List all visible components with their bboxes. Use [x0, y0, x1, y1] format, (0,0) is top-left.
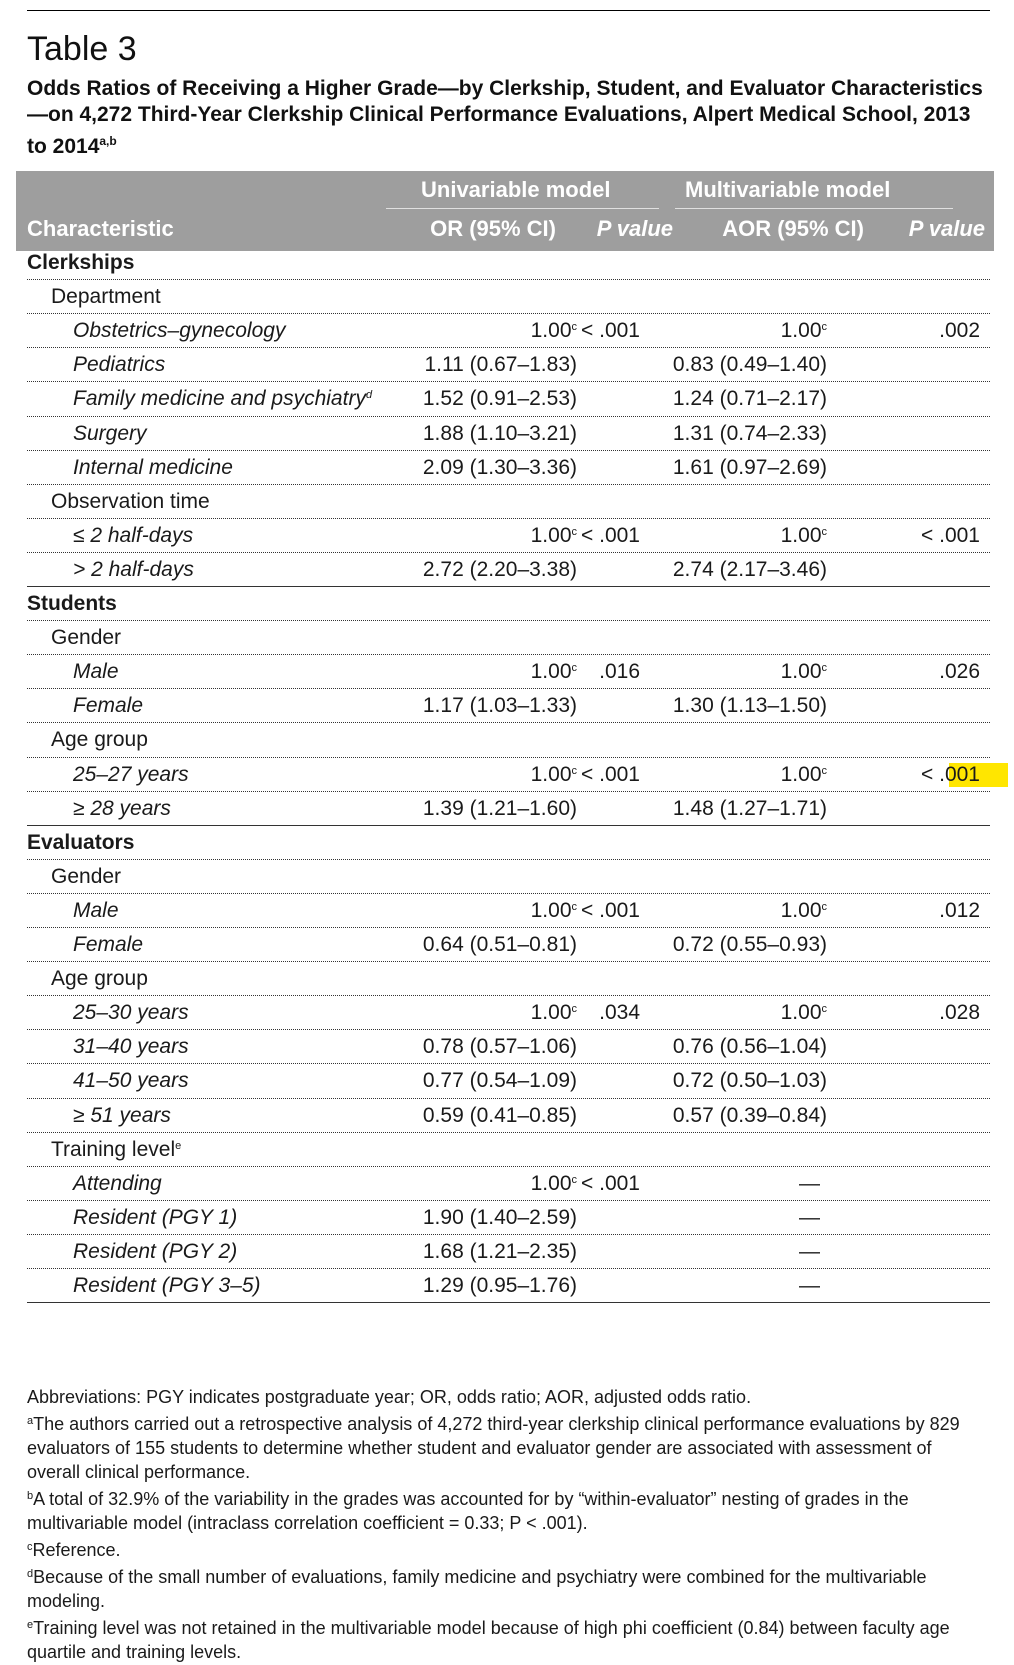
footnote-mark: a	[27, 1415, 34, 1427]
or-cell-sup: c	[571, 764, 577, 777]
or-cell: 1.52 (0.91–2.53)	[422, 387, 577, 411]
adjusted-p-value-cell: < .001	[921, 763, 1008, 787]
footnote-text: Training level was not retained in the multivariable model because of high phi coefficient (0.84) between faculty age quartile and training levels.	[27, 1618, 950, 1662]
or-cell: 1.17 (1.03–1.33)	[422, 694, 577, 718]
aor-cell: 1.31 (0.74–2.33)	[672, 421, 827, 445]
header-multivariable: Multivariable model	[685, 177, 891, 202]
adjusted-p-value-cell: .028	[939, 1001, 980, 1025]
adjusted-p-value-cell: .002	[939, 319, 980, 343]
header-univariable-rule	[386, 208, 659, 209]
row-label: Clerkships	[27, 251, 135, 274]
or-cell-sup: c	[571, 900, 577, 913]
table-row	[27, 279, 990, 315]
table-row	[27, 995, 990, 1031]
or-cell: 1.68 (1.21–2.35)	[422, 1239, 577, 1263]
aor-cell: 1.30 (1.13–1.50)	[672, 694, 827, 718]
table-row	[27, 1132, 990, 1168]
header-p-value-1	[597, 216, 673, 242]
table-row	[27, 416, 990, 452]
or-cell: 1.90 (1.40–2.59)	[422, 1205, 577, 1229]
footnote-mark: e	[27, 1619, 34, 1631]
footnote-text: A total of 32.9% of the variability in the grades was accounted for by “within-evaluator” nesting of grades in the multivariable model (intraclass correlation coefficient = 0.33; P < .001).	[27, 1489, 909, 1533]
p-value-cell: < .001	[581, 762, 640, 786]
p-value-cell: .016	[599, 660, 640, 684]
row-label: ≥ 51 years	[73, 1103, 171, 1127]
p-value-cell: .034	[599, 1001, 640, 1025]
or-cell: 1.29 (0.95–1.76)	[422, 1274, 577, 1297]
row-label: Internal medicine	[73, 455, 233, 479]
row-label: Female	[73, 694, 144, 718]
aor-cell: —	[799, 1171, 820, 1195]
or-cell-sup: c	[571, 525, 577, 538]
aor-cell: 1.48 (1.27–1.71)	[672, 796, 827, 820]
row-label: Family medicine and psychiatry$^d$	[73, 387, 373, 411]
row-label: Attending	[73, 1171, 162, 1195]
row-label: ≤ 2 half-days	[73, 523, 194, 547]
row-label: Students	[27, 592, 117, 615]
row-label: Obstetrics–gynecology	[73, 319, 286, 343]
aor-cell: —	[799, 1274, 820, 1297]
row-label: Resident (PGY 2)	[73, 1239, 238, 1263]
row-label: Resident (PGY 3–5)	[73, 1274, 261, 1297]
footnote	[27, 1613, 987, 1664]
aor-cell-sup: c	[821, 900, 827, 913]
row-label: ≥ 28 years	[73, 796, 171, 820]
row-label: 41–50 years	[73, 1069, 189, 1093]
aor-cell: 0.72 (0.55–0.93)	[672, 933, 827, 956]
row-label: 25–30 years	[73, 1001, 189, 1025]
row-label: Observation time	[51, 489, 210, 513]
footnotes	[27, 1385, 987, 1664]
table-row	[27, 381, 990, 417]
row-label: Male	[73, 660, 119, 684]
header-characteristic: Characteristic	[27, 216, 174, 241]
table-label: Table 3	[27, 30, 137, 68]
table-row	[27, 313, 990, 349]
header-p-value-2-text: P value	[908, 216, 985, 241]
table-row	[27, 1063, 990, 1099]
table-row	[27, 1200, 990, 1236]
aor-cell-sup: c	[821, 662, 827, 675]
footnote-text: The authors carried out a retrospective analysis of 4,272 third-year clerkship clinical performance evaluations by 829 evaluators of 155 students to determine whether student and evaluator gender are associated with assessment of overall clinical performance.	[27, 1414, 960, 1482]
table-row	[27, 654, 990, 690]
or-cell: 1.00$^c$	[530, 1001, 577, 1025]
aor-cell: 1.00$^c$	[780, 660, 827, 684]
table-row	[27, 1268, 990, 1304]
table-row	[27, 518, 990, 554]
aor-cell: —	[799, 1239, 820, 1263]
row-label: Gender	[51, 626, 122, 650]
header-univariable: Univariable model	[421, 177, 611, 202]
aor-cell: 0.83 (0.49–1.40)	[672, 353, 827, 377]
footnote-mark: c	[27, 1541, 33, 1553]
table-header	[16, 171, 994, 251]
footnote	[27, 1562, 987, 1613]
aor-cell: 0.57 (0.39–0.84)	[672, 1103, 827, 1127]
or-cell: 0.64 (0.51–0.81)	[422, 933, 577, 956]
header-or: OR (95% CI)	[430, 216, 556, 241]
row-label: Resident (PGY 1)	[73, 1205, 238, 1229]
table-row	[27, 586, 990, 622]
aor-cell: 0.72 (0.50–1.03)	[672, 1069, 827, 1093]
table-row	[27, 1098, 990, 1134]
table-row	[27, 859, 990, 895]
aor-cell-sup: c	[821, 525, 827, 538]
table-row	[27, 722, 990, 758]
row-label: Department	[51, 285, 161, 309]
row-label: Age group	[51, 967, 148, 991]
or-cell-sup: c	[571, 1003, 577, 1016]
adjusted-p-value-cell: .012	[939, 898, 980, 922]
or-cell: 1.39 (1.21–1.60)	[422, 796, 577, 820]
or-cell: 0.77 (0.54–1.09)	[422, 1069, 577, 1093]
or-cell: 1.00$^c$	[530, 523, 577, 547]
row-label-sup: d	[365, 389, 373, 402]
row-label: > 2 half-days	[73, 557, 194, 581]
row-label-sup: e	[175, 1139, 182, 1152]
aor-cell: 1.00$^c$	[780, 762, 827, 786]
or-cell: 2.09 (1.30–3.36)	[422, 455, 577, 479]
or-cell-sup: c	[571, 1173, 577, 1186]
table-row	[27, 757, 990, 793]
row-label: Female	[73, 933, 144, 956]
or-cell: 0.78 (0.57–1.06)	[422, 1035, 577, 1059]
header-p-value-2	[909, 216, 985, 242]
row-label: 25–27 years	[73, 762, 189, 786]
table-row	[27, 927, 990, 963]
top-rule	[27, 10, 990, 11]
header-p-value-1-text: P value	[596, 216, 673, 241]
table-row	[27, 961, 990, 997]
table-title	[27, 76, 987, 160]
row-label: Evaluators	[27, 830, 135, 854]
table-row	[27, 825, 990, 861]
or-cell: 1.00$^c$	[530, 762, 577, 786]
or-cell: 1.00$^c$	[530, 660, 577, 684]
table-row	[27, 484, 990, 520]
or-cell-sup: c	[571, 321, 577, 334]
table-row	[27, 1166, 990, 1202]
footnote	[27, 1484, 987, 1535]
footnote	[27, 1535, 987, 1562]
or-cell: 1.11 (0.67–1.83)	[424, 353, 577, 377]
or-cell: 1.00$^c$	[530, 898, 577, 922]
row-label: 31–40 years	[73, 1035, 189, 1059]
row-label: Gender	[51, 864, 122, 888]
table-title-text: Odds Ratios of Receiving a Higher Grade—by Clerkship, Student, and Evaluator Characteristics—on 4,272 Third-Year Clerkship Clinical Performance Evaluations, Alpert Medical School, 2013 to 2014	[27, 77, 983, 158]
aor-cell: 1.00$^c$	[780, 523, 827, 547]
footnote-mark: b	[27, 1490, 34, 1502]
p-value-cell: < .001	[581, 1171, 640, 1195]
aor-cell: 1.24 (0.71–2.17)	[672, 387, 827, 411]
aor-cell: —	[799, 1205, 820, 1229]
table-title-sup: a,b	[99, 134, 117, 148]
or-cell-sup: c	[571, 662, 577, 675]
table-row	[27, 1234, 990, 1270]
table-row	[27, 552, 990, 588]
row-label: Training level$^e$	[51, 1137, 182, 1161]
footnote-text: Because of the small number of evaluations, family medicine and psychiatry were combined for the multivariable modeling.	[27, 1567, 927, 1611]
table-row	[27, 347, 990, 383]
table-row	[27, 620, 990, 656]
p-value-cell: < .001	[581, 319, 640, 343]
aor-cell: 1.00$^c$	[780, 898, 827, 922]
footnote	[27, 1409, 987, 1484]
table-row	[27, 688, 990, 724]
p-value-cell: < .001	[581, 898, 640, 922]
or-cell: 2.72 (2.20–3.38)	[422, 557, 577, 581]
header-multivariable-rule	[675, 208, 953, 209]
row-label: Male	[73, 898, 119, 922]
aor-cell-sup: c	[821, 764, 827, 777]
row-label: Surgery	[73, 421, 147, 445]
or-cell: 0.59 (0.41–0.85)	[422, 1103, 577, 1127]
footnote	[27, 1385, 987, 1409]
table-row	[27, 450, 990, 486]
footnote-text: Abbreviations: PGY indicates postgraduate year; OR, odds ratio; AOR, adjusted odds ratio.	[27, 1387, 752, 1407]
aor-cell-sup: c	[821, 321, 827, 334]
row-label: Pediatrics	[73, 353, 166, 377]
aor-cell-sup: c	[821, 1003, 827, 1016]
aor-cell: 0.76 (0.56–1.04)	[672, 1035, 827, 1059]
or-cell: 1.00$^c$	[530, 319, 577, 343]
adjusted-p-value-cell: .026	[939, 660, 980, 684]
or-cell: 1.00$^c$	[530, 1171, 577, 1195]
table-row	[27, 791, 990, 827]
table-row	[27, 893, 990, 929]
aor-cell: 1.00$^c$	[780, 1001, 827, 1025]
p-value-cell: < .001	[581, 523, 640, 547]
row-label: Age group	[51, 728, 148, 752]
aor-cell: 1.00$^c$	[780, 319, 827, 343]
table-row	[27, 245, 990, 281]
footnote-text: Reference.	[32, 1540, 121, 1560]
aor-cell: 2.74 (2.17–3.46)	[672, 557, 827, 581]
adjusted-p-value-cell: < .001	[921, 523, 980, 547]
aor-cell: 1.61 (0.97–2.69)	[672, 455, 827, 479]
header-aor: AOR (95% CI)	[722, 216, 864, 241]
footnote-mark: d	[27, 1568, 34, 1580]
row-separator	[27, 1302, 990, 1303]
or-cell: 1.88 (1.10–3.21)	[422, 421, 577, 445]
table-row	[27, 1029, 990, 1065]
